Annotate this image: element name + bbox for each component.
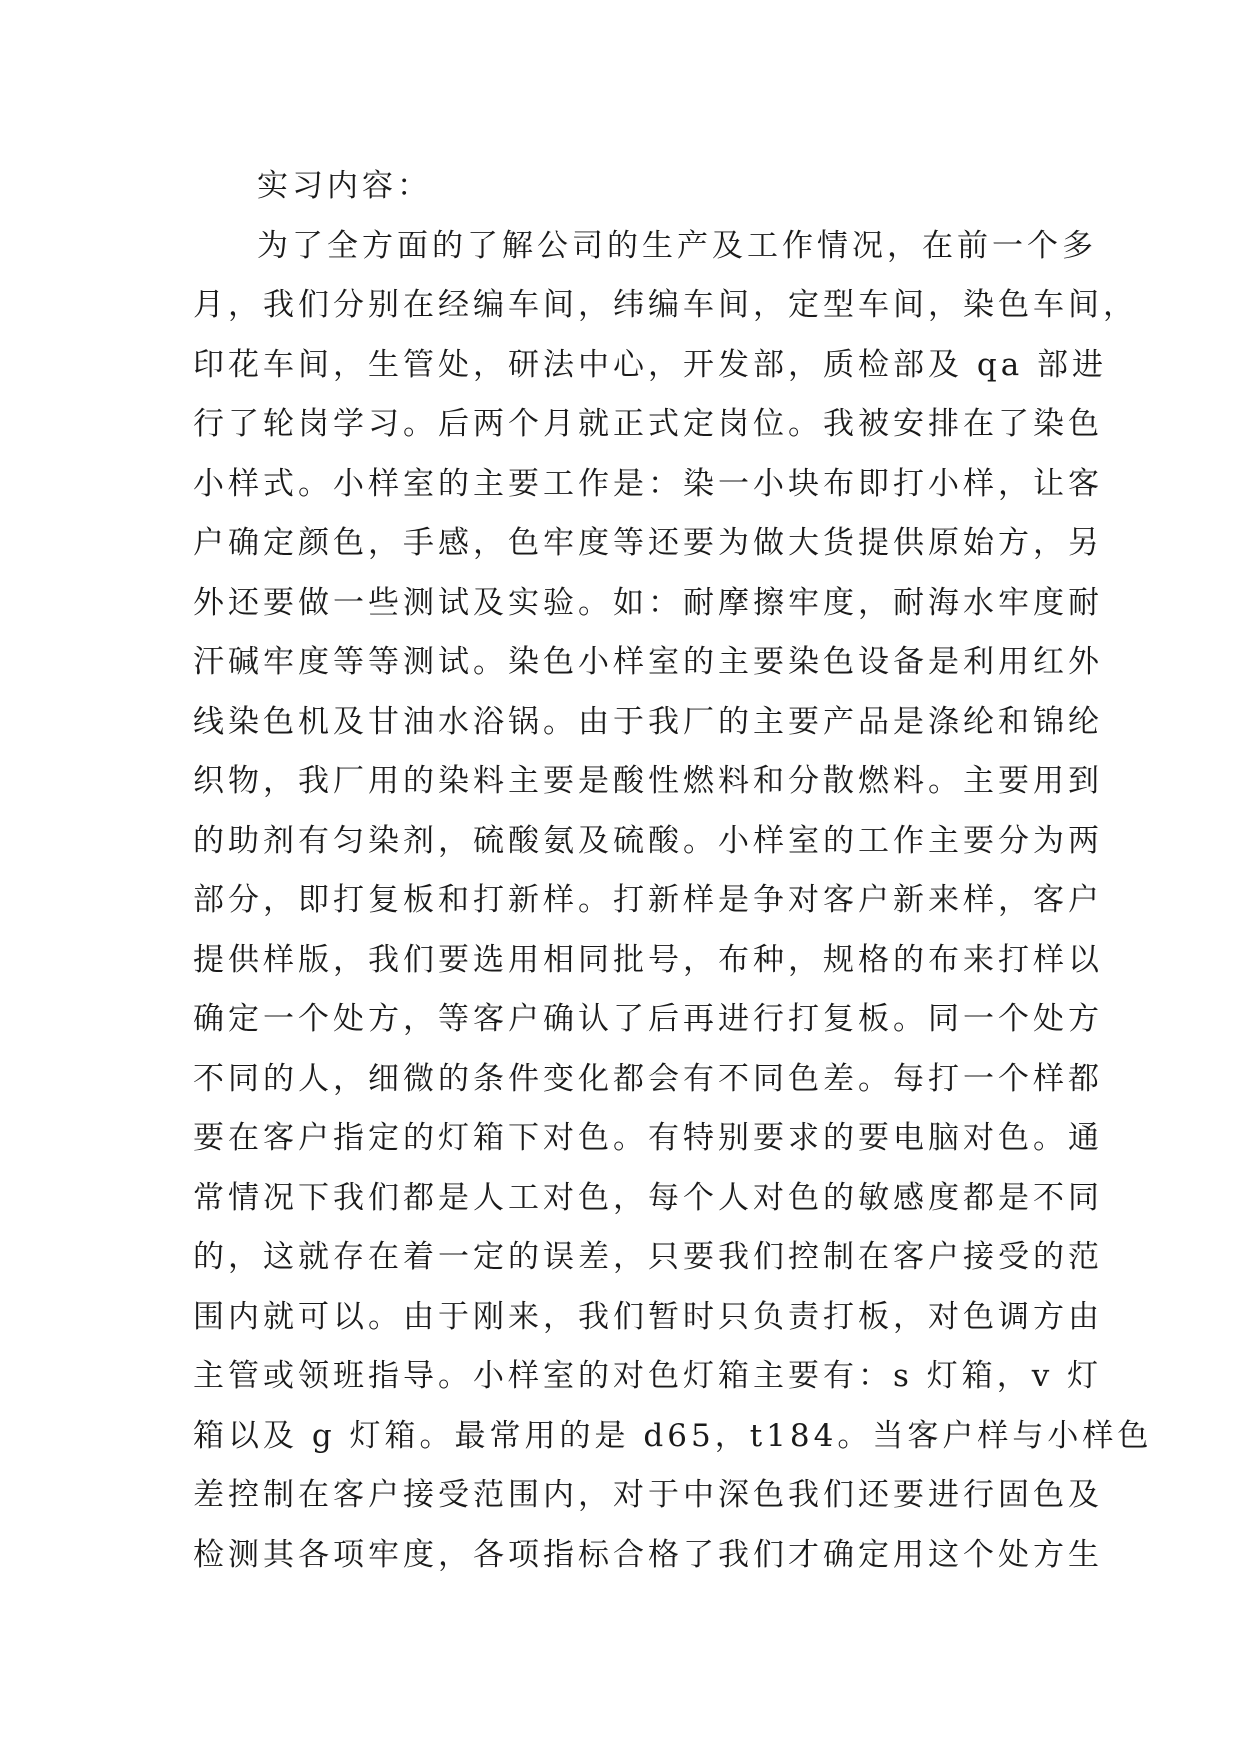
- paragraph-line: 的助剂有匀染剂，硫酸氨及硫酸。小样室的工作主要分为两: [193, 822, 1103, 859]
- paragraph-line: 印花车间，生管处，研法中心，开发部，质检部及 qa 部进: [193, 346, 1108, 383]
- paragraph-line: 汗碱牢度等等测试。染色小样室的主要染色设备是利用红外: [193, 644, 1103, 680]
- paragraph-line: 常情况下我们都是人工对色，每个人对色的敏感度都是不同: [193, 1179, 1103, 1216]
- paragraph-line: 月，我们分别在经编车间，纬编车间，定型车间，染色车间，: [193, 287, 1138, 323]
- paragraph-line: 行了轮岗学习。后两个月就正式定岗位。我被安排在了染色: [193, 406, 1103, 442]
- paragraph-line: 外还要做一些测试及实验。如：耐摩擦牢度，耐海水牢度耐: [193, 584, 1103, 621]
- paragraph-line: 户确定颜色，手感，色牢度等还要为做大货提供原始方，另: [193, 525, 1103, 561]
- paragraph-line: 提供样版，我们要选用相同批号，布种，规格的布来打样以: [193, 941, 1103, 978]
- paragraph-line: 小样式。小样室的主要工作是：染一小块布即打小样，让客: [193, 465, 1103, 502]
- paragraph-line: 为了全方面的了解公司的生产及工作情况，在前一个多: [257, 227, 1097, 264]
- paragraph-line: 不同的人，细微的条件变化都会有不同色差。每打一个样都: [193, 1060, 1103, 1097]
- paragraph-line: 要在客户指定的灯箱下对色。有特别要求的要电脑对色。通: [193, 1120, 1103, 1156]
- paragraph-line: 差控制在客户接受范围内，对于中深色我们还要进行固色及: [193, 1477, 1103, 1513]
- paragraph-line: 的，这就存在着一定的误差，只要我们控制在客户接受的范: [193, 1239, 1103, 1275]
- paragraph-line: 主管或领班指导。小样室的对色灯箱主要有：s 灯箱，v 灯: [193, 1358, 1103, 1394]
- paragraph-line: 部分，即打复板和打新样。打新样是争对客户新来样，客户: [193, 882, 1103, 918]
- paragraph-line: 检测其各项牢度，各项指标合格了我们才确定用这个处方生: [193, 1536, 1103, 1573]
- paragraph-line: 确定一个处方，等客户确认了后再进行打复板。同一个处方: [193, 1001, 1103, 1037]
- paragraph-line: 围内就可以。由于刚来，我们暂时只负责打板，对色调方由: [193, 1298, 1103, 1335]
- paragraph-line: 线染色机及甘油水浴锅。由于我厂的主要产品是涤纶和锦纶: [193, 703, 1103, 740]
- paragraph-line: 箱以及 g 灯箱。最常用的是 d65，t184。当客户样与小样色: [193, 1417, 1153, 1454]
- section-heading: 实习内容：: [257, 168, 432, 204]
- document-body: [193, 157, 1153, 1585]
- paragraph-line: 织物，我厂用的染料主要是酸性燃料和分散燃料。主要用到: [193, 763, 1103, 799]
